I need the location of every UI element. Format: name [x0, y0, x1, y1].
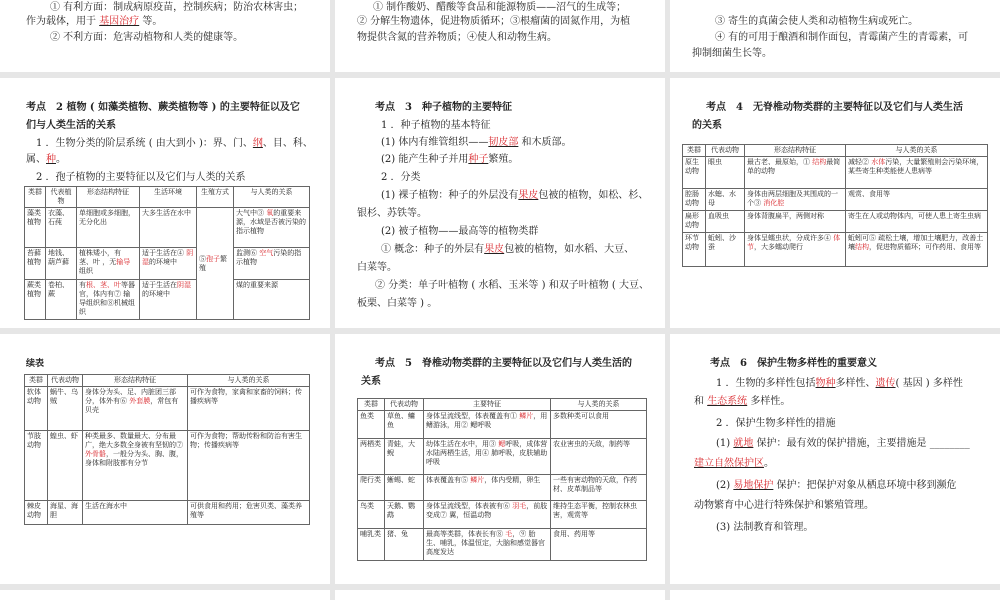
table-cell: 棘皮动物 — [25, 501, 48, 525]
table-header-cell: 形态结构特征 — [77, 187, 140, 208]
answer-blank: 生态系统 — [707, 396, 748, 407]
text-line: (2) 被子植物——最高等的植物类群 — [381, 226, 539, 237]
table-cell: 蝗虫、虾 — [48, 431, 83, 501]
table-row — [683, 189, 988, 211]
table-cell: 蕨类植物 — [25, 280, 46, 320]
answer-blank: 遗传 — [875, 378, 896, 389]
text-line: 1 ．生物分类的阶层系统 ( 由大到小 )：界、门、纲、目、科、 — [36, 138, 313, 149]
slide-next-3 — [670, 590, 1000, 600]
answer-blank: 水体 — [871, 158, 886, 166]
text-line: ① 制作酸奶、醋酸等食品和能源物质——沼气的生成等； — [373, 2, 627, 13]
table-cell: 眼虫 — [706, 157, 745, 189]
answer-blank: 种 — [46, 154, 56, 165]
section-title: 考点 5 脊椎动物类群的主要特征以及它们与人类生活的 — [375, 358, 632, 369]
table-cell: 原生动物 — [683, 157, 706, 189]
table-row — [358, 475, 647, 501]
table-cell: 食用、药用等 — [551, 529, 647, 561]
slide-invertebrates-continued — [0, 334, 330, 584]
table-cell: 最高等类群，体表长有⑧ 毛，⑨ 胎生、哺乳，体温恒定，大脑和感觉器官高度发达 — [424, 529, 551, 561]
table-row — [25, 501, 310, 525]
table-header-cell: 代表动物 — [706, 145, 745, 157]
answer-blank: 种子 — [468, 154, 489, 165]
text-line: 和 生态系统 多样性。 — [694, 396, 791, 407]
answer-blank: 孢子 — [206, 254, 220, 263]
table-header-cell: 类群 — [25, 375, 48, 387]
slide-vertebrates — [335, 334, 665, 584]
table-header-cell: 与人类的关系 — [551, 399, 647, 411]
answer-blank: 外骨骼 — [85, 450, 106, 458]
table-cell: 最古老、最原始，① 结构最简单的动物 — [745, 157, 846, 189]
answer-blank: 氧 — [266, 209, 274, 217]
text-line: 动物繁育中心进行特殊保护和繁殖管理。 — [694, 500, 874, 511]
table-cell: 软体动物 — [25, 387, 48, 431]
table-cell: 身体呈蠕虫状，分成许多④ 体节，大多蠕动爬行 — [745, 233, 846, 267]
text-line: 板栗、白菜等 ) 。 — [357, 298, 438, 309]
text-line: ① 概念：种子的外层有果皮包被的植物，如水稻、大豆、 — [381, 244, 635, 255]
answer-blank: 基因治疗 — [99, 16, 140, 27]
answer-blank: 鳞片 — [519, 412, 534, 420]
table-row — [25, 208, 310, 248]
table-cell: 蜗牛、乌贼 — [48, 387, 83, 431]
answer-blank: 鳃 — [498, 440, 506, 448]
table-cell: 身体由两层细胞及其围成的一个③ 消化腔 — [745, 189, 846, 211]
text-line: 2 ．孢子植物的主要特征以及它们与人类的关系 — [36, 172, 246, 183]
answer-blank: 韧皮部 — [488, 137, 519, 148]
table-header-cell: 代表动物 — [385, 399, 424, 411]
answer-blank: 根、茎、叶 — [86, 281, 121, 289]
table-cell: 地钱、葫芦藓 — [46, 248, 77, 280]
section-title: 考点 2 植物 ( 如藻类植物、蕨类植物等 ) 的主要特征以及它 — [26, 102, 300, 113]
table-cell: 可作为食物，家禽和家畜的饲料；传播疾病等 — [188, 387, 310, 431]
section-title: 的关系 — [692, 120, 722, 131]
table-cell: 草鱼、鳙鱼 — [385, 411, 424, 439]
invertebrates-continued-table — [24, 374, 310, 525]
invertebrates-table — [682, 144, 988, 267]
table-row — [25, 431, 310, 501]
table-cell: 身体背腹扁平，两侧对称 — [745, 211, 846, 233]
slide-viruses — [0, 0, 330, 72]
text-line: 2 ．保护生物多样性的措施 — [716, 418, 836, 429]
continued-label: 续表 — [26, 359, 45, 369]
table-header — [25, 187, 310, 208]
table-row — [358, 501, 647, 529]
table-cell: 天鹅、鹦鹉 — [385, 501, 424, 529]
table-cell: 两栖类 — [358, 439, 385, 475]
answer-blank: 阴湿 — [142, 249, 194, 266]
answer-blank: 建立自然保护区 — [694, 458, 764, 469]
table-cell: 蚯蚓可⑤ 疏松土壤，增加土壤肥力，改善土壤结构，促进物质循环；可作药用、食用等 — [846, 233, 988, 267]
table-cell: 幼体生活在水中，用③ 鳃呼吸，成体营水陆两栖生活，用④ 肺呼吸，皮肤辅助呼吸 — [424, 439, 551, 475]
slide-biodiversity — [670, 334, 1000, 584]
table-header-cell: 与人类的关系 — [188, 375, 310, 387]
slide-next-1 — [0, 590, 330, 600]
section-title: 关系 — [361, 376, 381, 387]
table-cell: 农业害虫的天敌，制药等 — [551, 439, 647, 475]
table-cell: 藻类植物 — [25, 208, 46, 248]
table-cell: 观赏、食用等 — [846, 189, 988, 211]
answer-blank: 体节 — [747, 234, 841, 251]
answer-blank: 就地 — [733, 438, 754, 449]
table-cell: 海星、海胆 — [48, 501, 83, 525]
text-line: 白菜等。 — [357, 262, 397, 273]
table-header-cell: 类群 — [683, 145, 706, 157]
text-line: 银杉、苏铁等。 — [357, 208, 427, 219]
table-cell: 多数种类可以食用 — [551, 411, 647, 439]
table-cell: 有根、茎、叶等器官，体内有⑦ 输导组织和⑧机械组织 — [77, 280, 140, 320]
answer-blank: 果皮 — [518, 190, 539, 201]
answer-blank: 结构 — [812, 158, 827, 166]
table-cell: 环节动物 — [683, 233, 706, 267]
table-header-cell: 代表植物 — [46, 187, 77, 208]
slide-seed-plants — [335, 78, 665, 328]
table-header-cell: 类群 — [25, 187, 46, 208]
table-cell: 大多生活在水中 — [140, 208, 197, 248]
table-cell: 鱼类 — [358, 411, 385, 439]
table-row — [358, 529, 647, 561]
table-header-cell: 代表动物 — [48, 375, 83, 387]
table-row — [25, 387, 310, 431]
table-cell: 爬行类 — [358, 475, 385, 501]
answer-blank: 消化腔 — [763, 199, 785, 207]
text-line: ① 有利方面：制成病原疫苗，控制疾病；防治农林害虫； — [50, 2, 304, 13]
table-header-cell: 与人类的关系 — [234, 187, 310, 208]
table-cell: 适于生活在阴湿的环境中 — [140, 280, 197, 320]
answer-blank: 毛 — [505, 530, 513, 538]
table-cell: 监测⑥ 空气污染的指示植物 — [234, 248, 310, 280]
answer-blank: 纲 — [252, 138, 263, 149]
table-cell: 苔藓植物 — [25, 248, 46, 280]
answer-blank: 物种 — [815, 378, 836, 389]
table-cell: 可作为食物；帮助传粉和防治有害生物；传播疾病等 — [188, 431, 310, 501]
table-cell: 卷柏、蕨 — [46, 280, 77, 320]
table-cell: 植株矮小，有 茎、叶 ，无输导组织 — [77, 248, 140, 280]
text-line: (1) 就地 保护：最有效的保护措施，主要措施是 ________ — [716, 438, 970, 449]
text-line: (2) 能产生种子并用种子繁殖。 — [381, 154, 519, 165]
table-row — [25, 280, 310, 320]
table-cell: 减轻② 水体污染，大量繁殖则会污染环境，某些寄生种类能使人患病等 — [846, 157, 988, 189]
table-row — [25, 248, 310, 280]
table-cell: 腔肠动物 — [683, 189, 706, 211]
table-cell: 蚯蚓、沙蚕 — [706, 233, 745, 267]
table-cell: 蜥蜴、蛇 — [385, 475, 424, 501]
section-title: 考点 6 保护生物多样性的重要意义 — [710, 358, 877, 369]
answer-blank: 羽毛 — [512, 502, 527, 510]
table-cell: 水螅、水母 — [706, 189, 745, 211]
section-title: 考点 3 种子植物的主要特征 — [375, 102, 512, 113]
table-cell: 维持生态平衡，控制农林虫害，观赏等 — [551, 501, 647, 529]
table-header-cell: 形态结构特征 — [83, 375, 188, 387]
text-line: 属、种。 — [26, 154, 66, 165]
text-line: 物提供含氮的营养物质；④使人和动物生病。 — [357, 32, 557, 43]
spore-plants-table — [24, 186, 310, 320]
table-cell: 身体分为头、足、内脏团三部分，体外有⑥ 外套膜，常包有贝壳 — [83, 387, 188, 431]
table-cell: 哺乳类 — [358, 529, 385, 561]
table-cell: 种类最多、数量最大、分布最广，绝大多数全身被有坚韧的⑦ 外骨骼，一般分为头、胸、腹，身体和附肢都有分节 — [83, 431, 188, 501]
text-line: 建立自然保护区。 — [694, 458, 774, 469]
answer-blank: 结构 — [855, 243, 869, 251]
table-row — [358, 411, 647, 439]
table-row — [683, 233, 988, 267]
slide-invertebrates — [670, 78, 1000, 328]
slide-next-2 — [335, 590, 665, 600]
table-cell: 体表覆盖有⑤ 鳞片，体内受精，卵生 — [424, 475, 551, 501]
answer-blank: 果皮 — [484, 244, 505, 255]
text-line: 1 ．生物的多样性包括物种多样性、遗传( 基因 ) 多样性 — [716, 378, 963, 389]
table-cell: 鸟类 — [358, 501, 385, 529]
slide-bacteria — [335, 0, 665, 72]
table-cell: 生活在海水中 — [83, 501, 188, 525]
text-line: ② 分解生物遗体，促进物质循环；③根瘤菌的固氮作用，为植 — [357, 16, 631, 27]
text-line: 1 ．种子植物的基本特征 — [381, 120, 491, 131]
table-cell: 身体呈流线型，体表被有⑥ 羽毛，前肢变成⑦ 翼，恒温动物 — [424, 501, 551, 529]
table-cell: 单细胞或多细胞，无分化出 — [77, 208, 140, 248]
text-line: (3) 法制教育和管理。 — [716, 522, 814, 533]
table-cell: 扁形动物 — [683, 211, 706, 233]
text-line: (1) 体内有维管组织——韧皮部 和木质部。 — [381, 137, 572, 148]
slide-spore-plants — [0, 78, 330, 328]
table-cell: 衣藻、石莼 — [46, 208, 77, 248]
table-header — [358, 399, 647, 411]
text-line: 抑制细菌生长等。 — [692, 48, 772, 59]
table-header-cell: 类群 — [358, 399, 385, 411]
table-cell: 节肢动物 — [25, 431, 48, 501]
text-line: ③ 寄生的真菌会使人类和动植物生病或死亡。 — [715, 16, 919, 27]
text-line: (2) 易地保护 保护：把保护对象从栖息环境中移到濒危 — [716, 480, 957, 491]
table-row — [683, 211, 988, 233]
table-cell: 大气中③ 氧的重要来源，水域是否被污染的指示植物 — [234, 208, 310, 248]
table-cell: 寄生在人或动物体内，可使人患上寄生虫病 — [846, 211, 988, 233]
section-title: 们与人类生活的关系 — [26, 120, 116, 131]
table-header-cell: 形态结构特征 — [745, 145, 846, 157]
text-line: ④ 有的可用于酿酒和制作面包，青霉菌产生的青霉素，可 — [715, 32, 969, 43]
table-cell: 猪、兔 — [385, 529, 424, 561]
answer-blank: 输导 — [116, 258, 131, 266]
section-title: 考点 4 无脊椎动物类群的主要特征以及它们与人类生活 — [706, 102, 963, 113]
answer-blank: 阴湿 — [177, 281, 191, 289]
slide-fungi — [670, 0, 1000, 72]
text-line: (1) 裸子植物：种子的外层没有果皮包被的植物，如松、杉、 — [381, 190, 649, 201]
table-cell: 可供食用和药用；危害贝类、藻类养殖等 — [188, 501, 310, 525]
table-header-cell: 主要特征 — [424, 399, 551, 411]
table-row — [683, 157, 988, 189]
vertebrates-table — [357, 398, 647, 561]
table-cell: 身体呈流线型，体表覆盖有① 鳞片，用鳍游泳，用② 鳃呼吸 — [424, 411, 551, 439]
answer-blank: 鳞片 — [470, 476, 485, 484]
table-cell: ⑤孢子繁殖 — [197, 208, 234, 320]
answer-blank: 空气 — [259, 249, 274, 257]
table-cell: 青蛙，大鲵 — [385, 439, 424, 475]
table-cell: 适于生活在④ 阴湿的环境中 — [140, 248, 197, 280]
table-header-cell: 生活环境 — [140, 187, 197, 208]
text-line: 作为载体，用于 基因治疗 等。 — [26, 16, 163, 27]
text-line: 2 ．分类 — [381, 172, 421, 183]
text-line: ② 不利方面：危害动植物和人类的健康等。 — [50, 32, 244, 43]
answer-blank: 外套膜 — [129, 397, 151, 405]
table-row — [358, 439, 647, 475]
table-header-cell: 生殖方式 — [197, 187, 234, 208]
table-cell: 煤的重要来源 — [234, 280, 310, 320]
table-cell: 血吸虫 — [706, 211, 745, 233]
text-line: ② 分类：单子叶植物 ( 水稻、玉米等 ) 和双子叶植物 ( 大豆、 — [375, 280, 649, 291]
table-cell: 一些有害动物的天敌，作药材、皮革制品等 — [551, 475, 647, 501]
table-header — [25, 375, 310, 387]
answer-blank: 易地保护 — [733, 480, 774, 491]
table-header — [683, 145, 988, 157]
table-header-cell: 与人类的关系 — [846, 145, 988, 157]
